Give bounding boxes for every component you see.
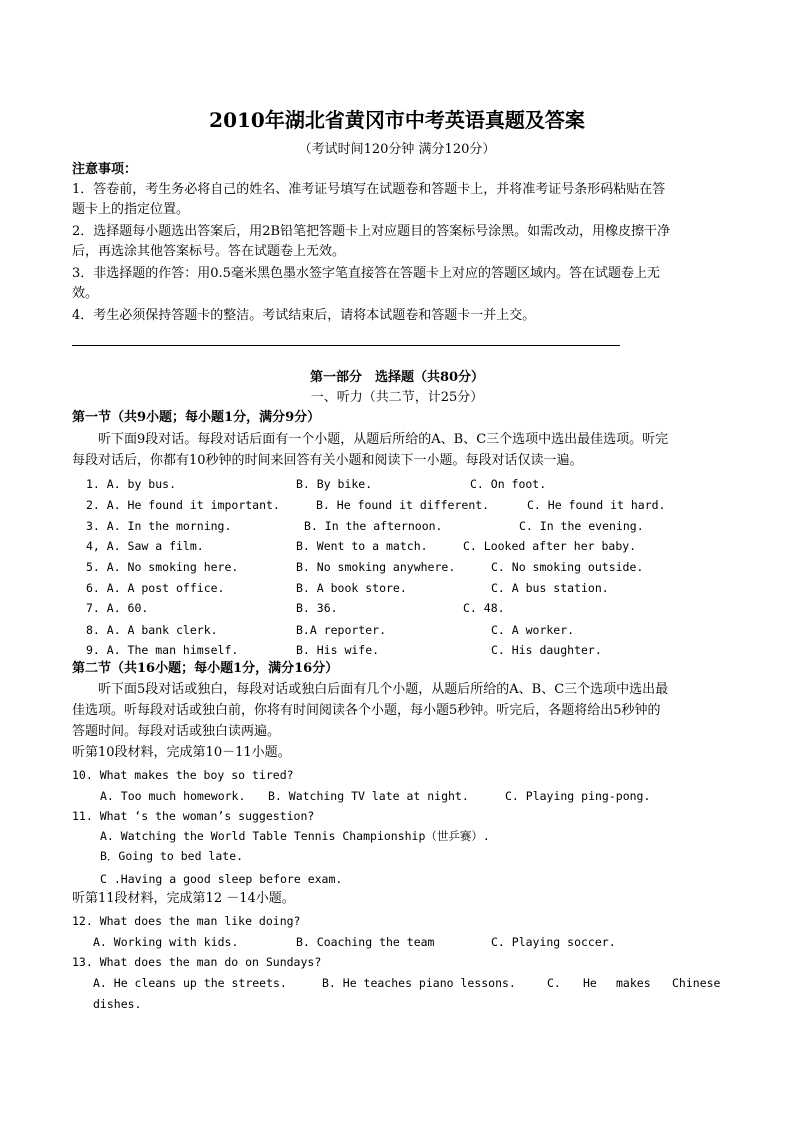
option-b: B. Watching TV late at night. [268,789,469,803]
option-b: B.A reporter. [296,623,387,637]
option-c: C. Playing soccer. [491,935,616,949]
option-b: B. In the afternoon. [304,519,443,533]
option-b: B. A book store. [296,581,407,595]
option-a: A. Working with kids. [93,935,239,949]
section2-heading: 第二节（共16小题；每小题1分，满分16分） [72,661,339,676]
option-c: C. A bus station. [491,581,609,595]
page-subtitle: （考试时间120分钟 满分120分） [298,142,496,157]
option-b: B. 36. [296,601,338,615]
section2-instructions: 佳选项。听每段对话或独白前，你将有时间阅读各个小题，每小题5秒钟。听完后，各题将给出5秒钟的 [72,703,661,718]
option-b: B. Went to a match. [296,539,428,553]
notice-line: 1．答卷前，考生务必将自己的姓名、准考证号填写在试题卷和答题卡上，并将准考证号条形码粘贴在答 [72,182,666,197]
option-b: B. No smoking anywhere. [296,560,456,574]
option-c: C. No smoking outside. [491,560,644,574]
option-a: 4, A. Saw a film. [86,539,204,553]
option-a: 3. A. In the morning. [86,519,232,533]
notice-line: 4．考生必须保持答题卡的整洁。考试结束后，请将本试题卷和答题卡一并上交。 [72,308,536,323]
option-b: B. He teaches piano lessons. [322,976,516,990]
option-a: A. Too much homework. [100,789,246,803]
notice-line: 效。 [72,286,99,301]
option-b: B. By bike. [296,477,373,491]
option-a: 8. A. A bank clerk. [86,623,218,637]
option-c: C .Having a good sleep before exam. [100,872,343,886]
option-a: 2. A. He found it important. [86,498,280,512]
option-c-letter: C. [547,976,561,990]
part1-heading: 第一部分 选择题（共80分） [309,370,485,385]
option-a: 7. A. 60. [86,601,149,615]
notice-line: 3．非选择题的作答：用0.5毫米黑色墨水签字笔直接答在答题卡上对应的答题区域内。答在试题卷上无 [72,266,660,281]
option-c: C. He found it hard. [527,498,666,512]
option-c: C. On foot. [470,477,547,491]
option-c-continued: dishes. [93,997,142,1011]
option-c: C. 48. [463,601,505,615]
section1-heading: 第一节（共9小题；每小题1分，满分9分） [72,410,321,425]
section2-instructions: 答题时间。每段对话或独白读两遍。 [72,724,281,739]
section1-instructions: 听下面9段对话。每段对话后面有一个小题，从题后所给的A、B、C三个选项中选出最佳选项。听完 [98,432,669,447]
option-b: B．Going to bed late. [100,849,244,863]
option-b: B. He found it different. [316,498,490,512]
notice-line: 后，再选涂其他答案标号。答在试题卷上无效。 [72,244,346,259]
material-10-heading: 听第10段材料，完成第10－11小题。 [72,745,291,760]
notice-heading: 注意事项： [72,162,138,177]
divider-line [72,345,620,346]
option-c-word: makes [616,976,651,990]
option-b: B. His wife. [296,643,380,657]
option-c: C. His daughter. [491,643,602,657]
option-c-word: Chinese [672,976,721,990]
option-c: C. Looked after her baby. [463,539,637,553]
section1-instructions: 每段对话后，你都有10秒钟的时间来回答有关小题和阅读下一小题。每段对话仅读一遍。 [72,453,583,468]
material-11-heading: 听第11段材料，完成第12 －14小题。 [72,891,295,906]
question-13: 13. What does the man do on Sundays? [72,955,322,969]
option-a: 9. A. The man himself. [86,643,239,657]
option-c: C. In the evening. [519,519,644,533]
notice-line: 题卡上的指定位置。 [72,202,190,217]
question-12: 12. What does the man like doing? [72,914,301,928]
option-b: B. Coaching the team [296,935,435,949]
notice-line: 2．选择题每小题选出答案后，用2B铅笔把答题卡上对应题目的答案标号涂黑。如需改动，用橡皮擦干净 [72,224,671,239]
option-a: A. He cleans up the streets. [93,976,287,990]
question-11: 11. What ‘s the woman’s suggestion? [72,809,315,823]
option-a: 6. A. A post office. [86,581,225,595]
option-a: 1. A. by bus. [86,477,177,491]
option-a: A. Watching the World Table Tennis Championship（世乒赛）. [100,829,490,843]
option-c: C. A worker. [491,623,575,637]
section2-instructions: 听下面5段对话或独白，每段对话或独白后面有几个小题，从题后所给的A、B、C三个选项中选出最 [98,682,669,697]
option-c: C. Playing ping-pong. [505,789,651,803]
listening-heading: 一、听力（共二节，计25分） [310,390,484,405]
page-title: 2010年湖北省黄冈市中考英语真题及答案 [209,108,585,132]
option-a: 5. A. No smoking here. [86,560,239,574]
option-c-word: He [583,976,597,990]
question-10: 10. What makes the boy so tired? [72,768,294,782]
